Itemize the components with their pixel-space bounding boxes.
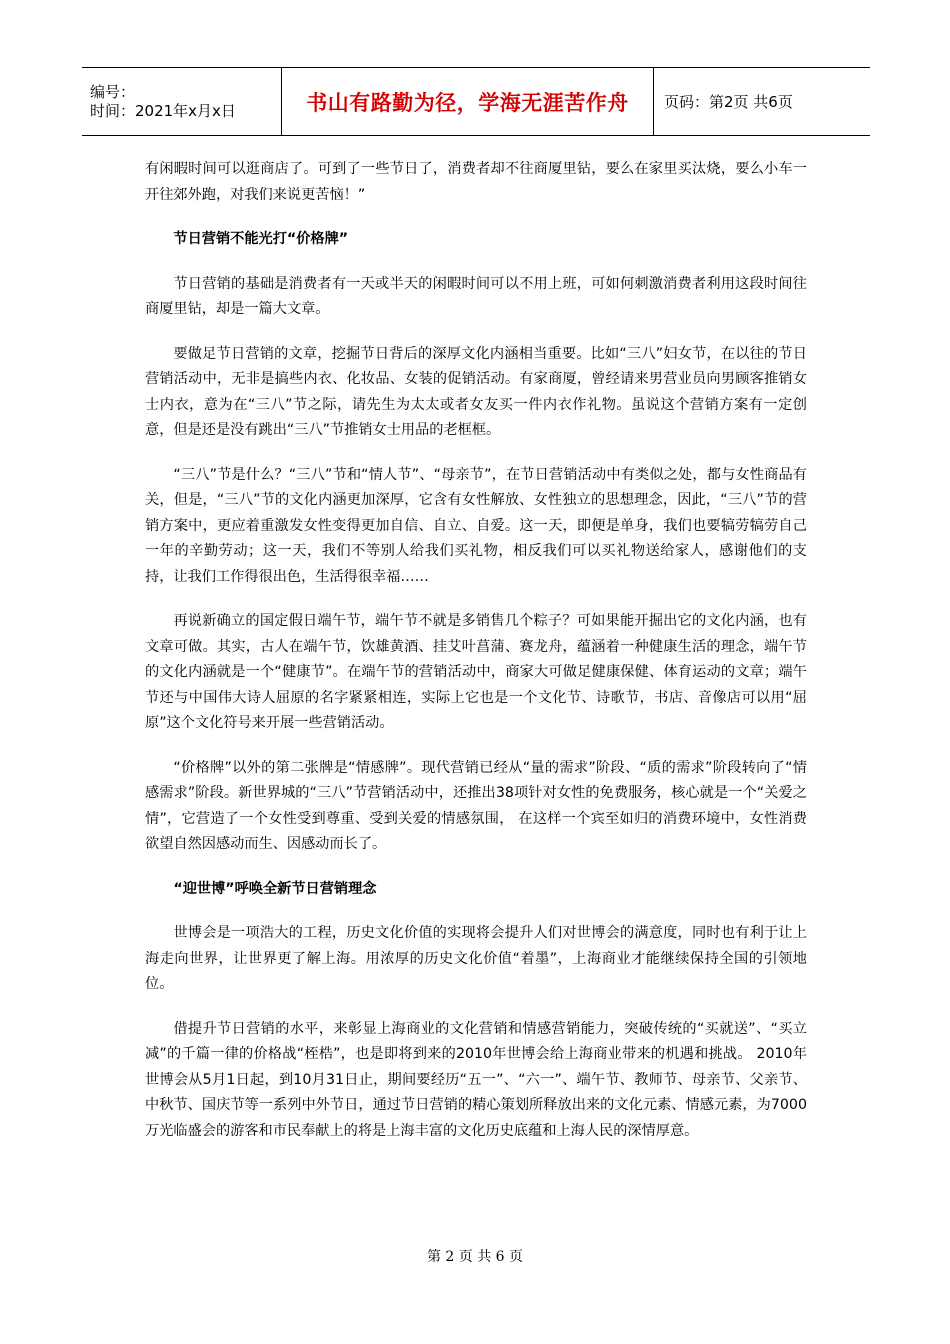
- paragraph: 有闲暇时间可以逛商店了。可到了一些节日了，消费者却不往商厦里钻，要么在家里买汰烧，要么小车一开往郊外跑，对我们来说更苦恼！”: [145, 161, 807, 203]
- header-page-cell: [654, 68, 870, 135]
- header-page-label: 页码：第2页 共6页: [664, 93, 793, 111]
- paragraph: 借提升节日营销的水平，来彰显上海商业的文化营销和情感营销能力，突破传统的“买就送”、“买立减”的千篇一律的价格战“桎梏”，也是即将到来的2010年世博会给上海商业带来的机遇和挑战。 2010年世博会从5月1日起，到10月31日止，期间要经历“五一”、“六一”、端午节、教师节、母亲节、父亲节、中秋节、国庆节等一系列中外节日，通过节日营销的精心策划所释放出来的文化元素、情感元素，为7000万光临盛会的游客和市民奉献上的将是上海丰富的文化历史底蕴和上海人民的深情厚意。: [145, 1020, 807, 1139]
- header-motto: 书山有路勤为径，学海无涯苦作舟: [306, 90, 629, 115]
- paragraph: 世博会是一项浩大的工程，历史文化价值的实现将会提升人们对世博会的满意度，同时也有利于让上海走向世界，让世界更了解上海。用浓厚的历史文化价值“着墨”，上海商业才能继续保持全国的引领地位。: [145, 925, 807, 992]
- page-footer: 第 2 页 共 6 页: [426, 1249, 524, 1265]
- section-heading: “迎世博”呼唤全新节日营销理念: [173, 880, 377, 897]
- section-heading: 节日营销不能光打“价格牌”: [173, 231, 349, 247]
- paragraph: 要做足节日营销的文章，挖掘节日背后的深厚文化内涵相当重要。比如“三八”妇女节，在以往的节日营销活动中，无非是搞些内衣、化妆品、女装的促销活动。有家商厦，曾经请来男营业员向男顾客推销女士内衣，意为在“三八”节之际，请先生为太太或者女友买一件内衣作礼物。虽说这个营销方案有一定创意，但是还是没有跳出“三八”节推销女士用品的老框框。: [145, 345, 807, 438]
- document-body: [145, 157, 807, 1163]
- paragraph: 再说新确立的国定假日端午节，端午节不就是多销售几个粽子？可如果能开掘出它的文化内涵，也有文章可做。其实，古人在端午节，饮雄黄酒、挂艾叶菖蒲、赛龙舟，蕴涵着一种健康生活的理念，端午节的文化内涵就是一个“健康节”。在端午节的营销活动中，商家大可做足健康保健、体育运动的文章；端午节还与中国伟大诗人屈原的名字紧紧相连，实际上它也是一个文化节、诗歌节，书店、音像店可以用“屈原”这个文化符号来开展一些营销活动。: [145, 613, 807, 731]
- document-time-label: 时间：2021年x月x日: [90, 101, 236, 120]
- document-header: [82, 67, 870, 136]
- header-motto-cell: [282, 68, 654, 135]
- paragraph: “价格牌”以外的第二张牌是“情感牌”。现代营销已经从“量的需求”阶段、“质的需求”阶段转向了“情感需求”阶段。新世界城的“三八”节营销活动中，还推出38项针对女性的免费服务，核心就是一个“关爱之情”，它营造了一个女性受到尊重、受到关爱的情感氛围， 在这样一个宾至如归的消费环境中，女性消费欲望自然因感动而生、因感动而长了。: [145, 759, 807, 852]
- header-info-cell: [82, 68, 282, 135]
- paragraph: 节日营销的基础是消费者有一天或半天的闲暇时间可以不用上班，可如何刺激消费者利用这段时间往商厦里钻，却是一篇大文章。: [145, 275, 807, 317]
- document-number-label: 编号：: [90, 82, 136, 101]
- paragraph: “三八”节是什么？“三八”节和“情人节”、“母亲节”，在节日营销活动中有类似之处，都与女性商品有关，但是，“三八”节的文化内涵更加深厚，它含有女性解放、女性独立的思想理念，因此，“三八”节的营销方案中，更应着重激发女性变得更加自信、自立、自爱。这一天，即便是单身，我们也要犒劳犒劳自己一年的辛勤劳动；这一天，我们不等别人给我们买礼物，相反我们可以买礼物送给家人，感谢他们的支持，让我们工作得很出色，生活得很幸福……: [145, 466, 807, 585]
